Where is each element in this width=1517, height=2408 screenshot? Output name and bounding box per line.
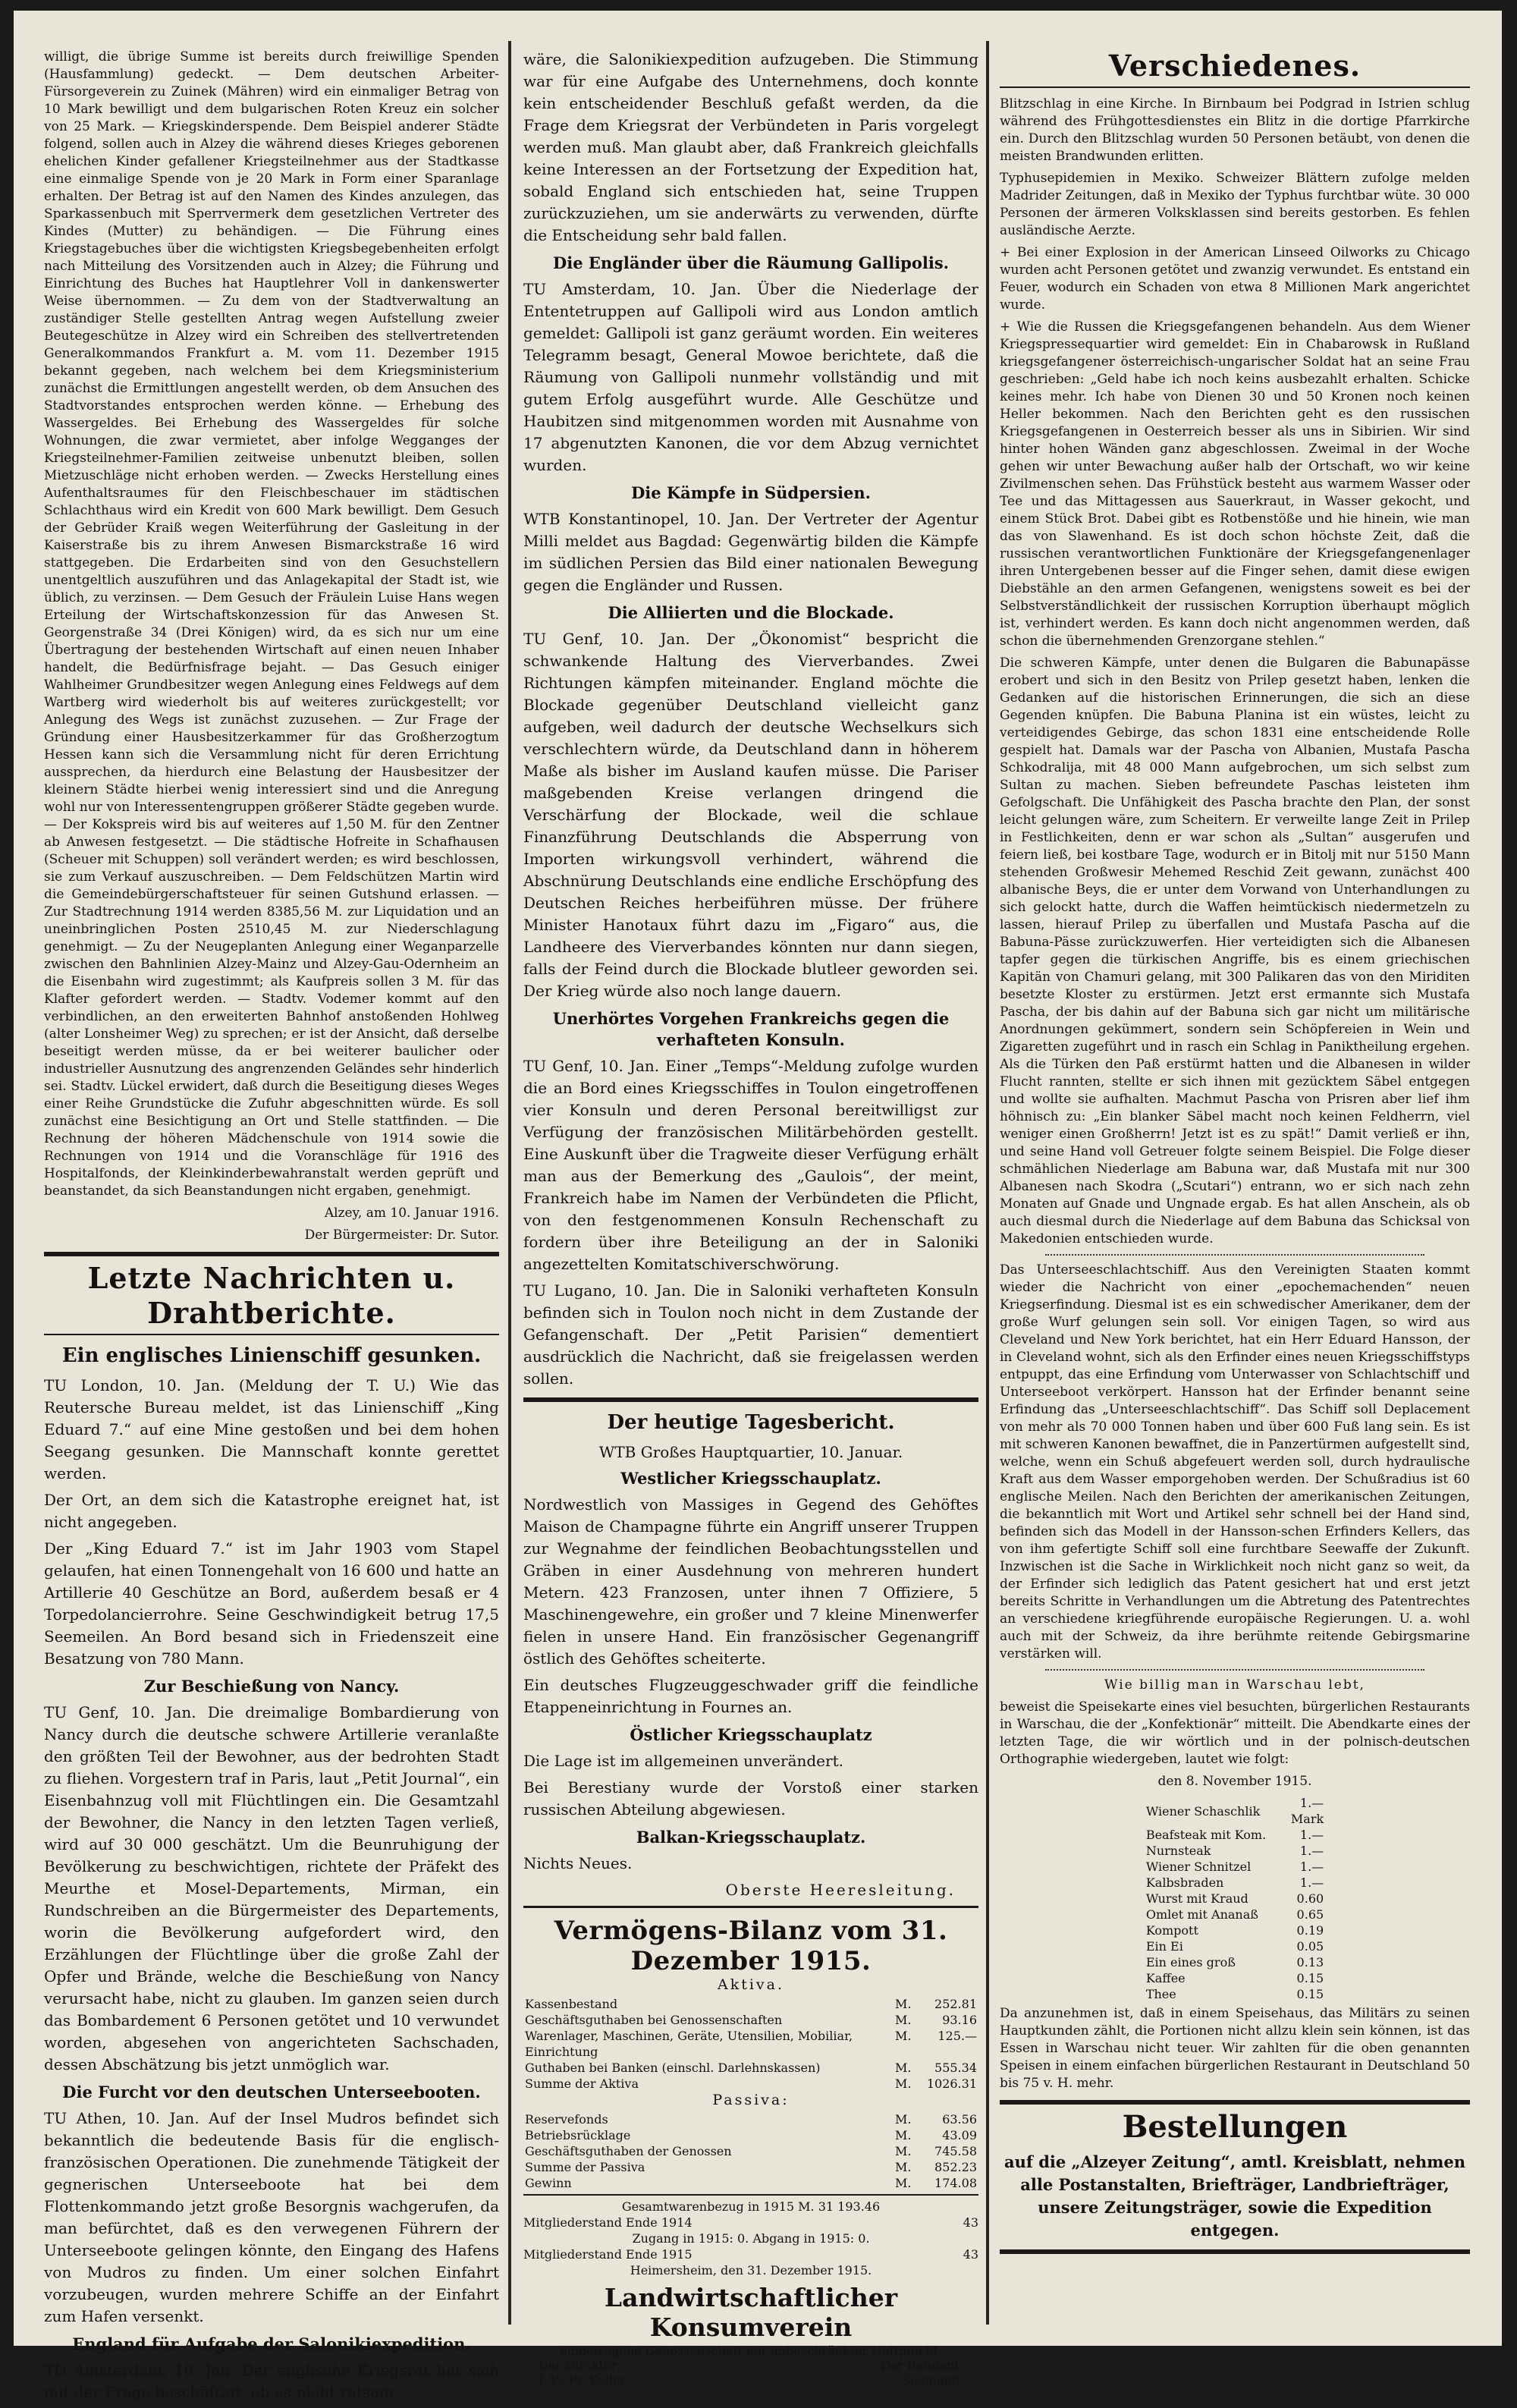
menu-item: Kalbsbraden	[1145, 1875, 1224, 1890]
balance-value: 1026.31	[926, 2076, 977, 2091]
article-text: Der „King Eduard 7.“ ist im Jahr 1903 vom Stapel gelaufen, hat einen Tonnengehalt von 16 600 und hatte an Artillerie 40 Geschütze an Bord, außerdem besaß er 4 Torpedolancierrohre. Seine Geschwindigkeit betrug 17,5 Seemeilen. An Bord besand sich in Friedenszeit eine Besatzung von 780 Mann.	[44, 1539, 499, 1668]
section-heading-news: Letzte Nachrichten u. Drahtberichte.	[87, 1261, 456, 1330]
treasurer-name: Seemann.	[902, 2373, 963, 2388]
article-text: TU Genf, 10. Jan. Die dreimalige Bombardierung von Nancy durch die deutsche schwere Artillerie veranlaßte den größten Teil der Bewohner, aus der bedrohten Stadt zu fliehen. Vorgestern traf in Paris, laut „Petit Journal“, ein Eisenbahnzug voll mit Flüchtlingen ein. Die Gesamtzahl der Bewohner, die Nancy in den letzten Tagen verließ, wird auf 30 000 geschätzt. Um die Beunruhigung der Bevölkerung zu beschwichtigen, richtete der Präfekt des Meurthe et Mosel-Departements, Mirman, ein Rundschreiben an die Bürgermeister des Departements, worin die Bevölkerung aufgefordert wird, den Erzählungen der Flüchtlinge über die große Zahl der Opfer und Brände, welche die Beschießung von Nancy verursacht habe, nicht zu glauben. Im ganzen seien durch das Bombardement 6 Personen getötet und 10 verwundet worden, abgesehen von angerichteten Sachschaden, dessen Abschätzung bis jetzt unmöglich war.	[44, 1703, 499, 2073]
balance-row	[523, 1996, 978, 2012]
article-text: Nordwestlich von Massiges in Gegend des Gehöftes Maison de Champagne führte ein Angriff unserer Truppen zur Wegnahme der feindlichen Beobachtungsstellen und Gräben in einer Ausdehnung von mehreren hundert Metern. 423 Franzosen, unter ihnen 7 Offiziere, 5 Maschinengewehre, ein großer und 7 kleine Minenwerfer fielen in unsere Hand. Ein französischer Gegenangriff östlich des Gehöftes scheiterte.	[523, 1495, 978, 1668]
balance-currency: M.	[895, 1997, 912, 2011]
headline-tagesbericht: Der heutige Tagesbericht.	[607, 1411, 895, 1434]
section-divider	[1000, 2100, 1470, 2105]
passiva-table	[523, 2111, 978, 2191]
balance-currency: M.	[895, 2176, 912, 2190]
menu-item: Beafsteak mit Kom.	[1145, 1828, 1267, 1842]
section-divider	[1045, 1254, 1424, 1256]
section-divider	[523, 1397, 978, 1402]
menu-price: 0.19	[1296, 1923, 1324, 1938]
members-label: Mitgliederstand Ende 1915	[523, 2247, 693, 2262]
article-text: TU Athen, 10. Jan. Auf der Insel Mudros befindet sich bekanntlich die bedeutende Basis für die englisch-französischen Operationen. Die zunehmende Tätigkeit der gegnerischen Unterseeboote hat bei dem Flottenkommando jetzt große Besorgnis wachgerufen, da man befürchtet, daß es den verwegenen Führern der Unterseeboote gelingen könnte, den Eingang des Hafens von Mudros zu finden. Um einer solchen Einfahrt vorzubeugen, wurden mehrere Schiffe an der Einfahrt zum Hafen versenkt.	[44, 2109, 499, 2325]
section-divider	[44, 1334, 499, 1335]
menu-row	[1140, 1970, 1330, 1986]
article-text: Das Unterseeschlachtschiff. Aus den Vereinigten Staaten kommt wieder die Nachricht von einer „epochemachenden“ neuen Kriegserfindung. Diesmal ist es ein schwedischer Amerikaner, dem der große Wurf gelungen sein soll. Vor einigen Tagen, so wird aus Cleveland und New York berichtet, hat ein Herr Eduard Hansson, der in Cleveland wohnt, sich als den Erfinder eines neuen Kriegsschiffstyps entpuppt, das eine Erfindung vom Unterwasser von Schlachtschiff und Unterseeboot verkörpert. Hansson hat der Erfinder benannt seine Erfindung das „Unterseeschlachtschiff“. Das Schiff soll Deplacement von mehr als 70 000 Tonnen haben und über 600 Fuß lang sein. Es ist mit schweren Kanonen bewaffnet, die in Panzertürmen aufgestellt sind, welche, wenn ein Schuß abgefeuert werden soll, durch hydraulische Kraft aus dem Wasser emporgehoben werden. Der Schußradius ist 60 englische Meilen. Nach den Berichten der amerikanischen Zeitungen, die bekanntlich mit Wort und Artikel sehr schnell bei der Hand sind, befinden sich das Modell in der Hansson-schen Erfinders Kellers, das von ihm gefertigte Schiff soll eine furchtbare Seewaffe der Zukunft. Inzwischen ist die Sache in Wirklichkeit noch nicht ganz so weit, da der Erfinder sich lediglich das Patent gesichert hat und erst jetzt bereits Schritte in Verhandlungen um die Abtretung des Patentrechtes an verschiedene kriegführende europäische Regierungen. U. a. wohl auch mit der Schweiz, da ihre berühmte reitende Gebirgsmarine verstärken will.	[1000, 1262, 1470, 1661]
section-divider	[1000, 86, 1470, 88]
column-rule	[986, 41, 989, 2325]
article-text: WTB Konstantinopel, 10. Jan. Der Vertreter der Agentur Milli meldet aus Bagdad: Gegenwärtig bilden die Kämpfe im südlichen Persien das Bild einer nationalen Bewegung gegen die Engländer und Russen.	[523, 510, 978, 594]
menu-row	[1140, 1922, 1330, 1938]
balance-row	[523, 2175, 978, 2191]
menu-price: 0.15	[1296, 1987, 1324, 2001]
subheading: Unerhörtes Vorgehen Frankreichs gegen die verhafteten Konsuln.	[552, 1009, 950, 1049]
balance-value: 852.23	[934, 2160, 977, 2174]
menu-row	[1140, 1843, 1330, 1859]
article-text: TU Genf, 10. Jan. Der „Ökonomist“ bespricht die schwankende Haltung des Vierverbandes. Zwei Richtungen kämpfen miteinander. England möchte die Blockade gegenüber Deutschland vielleicht ganz aufgeben, weil dadurch der deutsche Wechselkurs sich verschlechtern würde, da Deutschland dann in höherem Maße als bisher im Ausland kaufen müsse. Die Pariser maßgebenden Kreise verlangen dringend die Verschärfung der Blockade, weil die schlaue Finanzführung Deutschlands die Absperrung von Importen wirkungsvoll verhindert, während die Abschnürung Deutschlands eine endliche Erschöpfung des Deutschen Reiches herbeiführen müsse. Der frühere Minister Hanotaux führt dazu im „Figaro“ aus, die Landheere des Vierverbandes könnten nur dann siegen, falls der Feind durch die Blockade blutleer geworden sei. Der Krieg würde also noch lange dauern.	[523, 630, 978, 1000]
article-text: wäre, die Salonikiexpedition aufzugeben. Die Stimmung war für eine Aufgabe des Unternehmens, doch konnte kein entscheidender Beschluß gefaßt werden, da die Frage dem Kriegsrat der Verbündeten in Paris vorgelegt werden muß. Man glaubt aber, daß Frankreich gleichfalls keine Interessen an der Fortsetzung der Expedition hat, sobald England sich entschieden hat, seine Truppen zurückzuziehen, um sie anderwärts zu verwenden, dürfte die Entscheidung sehr bald fallen.	[523, 50, 978, 244]
report-intro: WTB Großes Hauptquartier, 10. Januar.	[598, 1443, 903, 1461]
menu-price: 0.15	[1296, 1971, 1324, 1985]
menu-row	[1140, 1907, 1330, 1922]
menu-row	[1140, 1954, 1330, 1970]
members-value: 43	[963, 2215, 978, 2230]
article-text: beweist die Speisekarte eines viel besuchten, bürgerlichen Restaurants in Warschau, die der „Konfektionär“ mitteilt. Die Abendkarte eines der letzten Tage, die wir wörtlich und in der polnisch-deutschen Orthographie wiedergeben, lautet wie folgt:	[1000, 1699, 1470, 1767]
section-divider	[1045, 1669, 1424, 1671]
subheading: Zur Beschießung von Nancy.	[143, 1677, 400, 1696]
newspaper-page	[14, 11, 1502, 2401]
mitglieder-start-row	[523, 2215, 978, 2230]
director-name: J. V.: Fr. Keller.	[539, 2373, 629, 2388]
balance-value: 252.81	[934, 1997, 977, 2011]
menu-price: 0.60	[1296, 1891, 1324, 1906]
article-text: TU Lugano, 10. Jan. Die in Saloniki verhafteten Konsuln befinden sich in Toulon noch nicht in dem Zustande der Gefangenschaft. Der „Petit Parisien“ dementiert ausdrücklich die Nachricht, daß sie freigelassen werden sollen.	[523, 1281, 978, 1388]
balance-currency: M.	[895, 2128, 912, 2142]
menu-price-table	[1140, 1795, 1330, 2002]
menu-price: 1.—	[1299, 1875, 1324, 1890]
balance-row	[523, 2028, 978, 2060]
members-value: 43	[963, 2247, 978, 2262]
zugang-abgang	[523, 2230, 978, 2246]
balance-label: Betriebsrücklage	[525, 2128, 631, 2142]
balance-currency: M.	[895, 2061, 912, 2075]
menu-item: Wiener Schnitzel	[1145, 1859, 1252, 1874]
balance-currency: M.	[895, 2112, 912, 2127]
balance-row	[523, 2076, 978, 2092]
balance-row	[523, 2012, 978, 2028]
balance-value: 43.09	[942, 2128, 977, 2142]
menu-item: Wurst mit Kraud	[1145, 1891, 1248, 1906]
article-text: TU Amsterdam, 10. Jan. Der englische Kriegsrat hat sich mit der Frage beschäftigt, ob es nicht ratsam	[44, 2361, 499, 2401]
menu-row	[1140, 1875, 1330, 1891]
mitglieder-end-row	[523, 2246, 978, 2262]
section-divider	[44, 1252, 499, 1256]
balance-label: Guthaben bei Banken (einschl. Darlehnskassen)	[525, 2061, 821, 2075]
balance-label: Geschäftsguthaben bei Genossenschaften	[525, 2013, 783, 2027]
menu-item: Nurnsteak	[1145, 1844, 1211, 1858]
menu-row	[1140, 1891, 1330, 1907]
menu-price: 0.65	[1296, 1907, 1324, 1922]
article-text: Nichts Neues.	[523, 1854, 633, 1872]
column-right	[1000, 49, 1470, 2259]
balance-place-date	[523, 2262, 978, 2278]
subheading: Balkan-Kriegsschauplatz.	[636, 1828, 866, 1847]
verein-subtitle: eingetragene Genossenschaft mit unbeschränkter Haftpflicht.	[560, 2344, 942, 2358]
article-text: Blitzschlag in eine Kirche. In Birnbaum bei Podgrad in Istrien schlug während des Frühgottesdienstes ein Blitz in die dortige Pfarrkirche ein. Durch den Blitzschlag wurden 50 Personen betäubt, von denen die meisten Brandwunden erlitten.	[1000, 96, 1470, 164]
treasurer-label: Der Rendant:	[881, 2358, 963, 2372]
menu-row	[1140, 1859, 1330, 1875]
article-text: TU Genf, 10. Jan. Einer „Temps“-Meldung zufolge wurden die an Bord eines Kriegsschiffes in Toulon eingetroffenen vier Konsuln und deren Personal bereitwilligst zur Verfügung der französischen Militärbehörden gestellt. Eine Auskunft über die Tragweite dieser Verfügung erhält man aus der Bemerkung des „Gaulois“, der meint, Frankreich habe im Namen der Verbündeten die Pflicht, von den festgenommenen Konsuln Rechenschaft zu fordern über ihre Beteiligung an der in Saloniki angezettelten Komitatschiverschwörung.	[523, 1057, 978, 1273]
menu-row	[1140, 1827, 1330, 1843]
balance-value: 555.34	[934, 2061, 977, 2075]
balance-title: Vermögens-Bilanz vom 31. Dezember 1915.	[554, 1916, 948, 1976]
balance-label: Reservefonds	[525, 2112, 608, 2127]
subheading: Die Alliierten und die Blockade.	[608, 603, 894, 622]
section-divider	[523, 2194, 978, 2196]
balance-place-date-text: Heimersheim, den 31. Dezember 1915.	[630, 2263, 872, 2278]
balance-label: Geschäftsguthaben der Genossen	[525, 2144, 732, 2158]
balance-currency: M.	[895, 2013, 912, 2027]
menu-date: den 8. November 1915.	[1157, 1774, 1312, 1789]
article-text: Da anzunehmen ist, daß in einem Speisehaus, das Militärs zu seinen Hauptkunden zählt, die Portionen nicht allzu klein sein können, ist das Essen in Warschau nicht teuer. Wir zahlten für die oben genannten Speisen in einem einfachen bürgerlichen Restaurant in Deutschland 50 bis 75 v. H. mehr.	[1000, 2006, 1470, 2091]
council-minutes-text: willigt, die übrige Summe ist bereits durch freiwillige Spenden (Hausfammlung) gedeckt. — Dem deutschen Arbeiter-Fürsorgeverein zu Zuinek (Mähren) wird ein einmaliger Betrag von 10 Mark bewilligt und dem bulgarischen Roten Kreuz ein solcher von 25 Mark. — Kriegskinderspende. Dem Beispiel anderer Städte folgend, sollen auch in Alzey die während dieses Krieges geborenen ehelichen Kinder gefallener Kriegsteilnehmer aus der Stadtkasse eine einmalige Spende von je 20 Mark in Form einer Sparanlage erhalten. Der Betrag ist auf den Namen des Kindes anzulegen, das Sparkassenbuch mit Sperrvermerk dem gesetzlichen Vertreter des Kindes (Mutter) zu behändigen. — Die Führung eines Kriegstagebuches über die wichtigsten Kriegsbegebenheiten erfolgt nach Mitteilung des Vorsitzenden auch in Alzey; die Führung und Einrichtung des Buches hat Hauptlehrer Voll in dankenswerter Weise übernommen. — Zu dem von der Stadtverwaltung an zuständiger Stelle gestellten Antrag wegen Aufstellung zweier Beutegeschütze in Alzey wird ein Schreiben des stellvertretenden Generalkommandos Frankfurt a. M. vom 11. Dezember 1915 bekannt gegeben, nach welchem bei dem Kriegsministerium zunächst die Ermittlungen angestellt werden, ob dem Ansuchen des Stadtvorstandes entsprochen werden könne. — Erhebung des Wassergeldes. Bei Erhebung des Wassergeldes für solche Wohnungen, die zwar vermietet, aber infolge Wegganges der Kriegsteilnehmer-Familien zeitweise unbenutzt bleiben, sollen Mietzuschläge nicht erhoben werden. — Zwecks Herstellung eines Aufenthaltsraumes für den Fleischbeschauer im städtischen Schlachthaus wird ein Kredit von 600 Mark bewilligt. Dem Gesuch der Gebrüder Kraiß wegen Weiterführung der Gasleitung in der Kaiserstraße bis zu ihrem Anwesen Bismarckstraße 16 wird stattgegeben. Die Erdarbeiten sind von den Gesuchstellern unentgeltlich auszuführen und das Anlagekapital der Stadt ist, wie üblich, zu verzinsen. — Dem Gesuch der Fräulein Luise Hans wegen Erteilung der Wirtschaftskonzession für das Anwesen St. Georgenstraße 34 (Drei Königen) wird, da es sich nur um eine Übertragung der bestehenden Wirtschaft auf einen neuen Inhaber handelt, die Bedürfnisfrage bejaht. — Das Gesuch einiger Wahlheimer Grundbesitzer wegen Anlegung eines Feldwegs auf dem Wartberg wird wiederholt bis auf weiteres zurückgestellt; vor Anlegung des Wegs ist zunächst zuzusehen. — Zur Frage der Gründung einer Hausbesitzerkammer für das Großherzogtum Hessen kann sich die Versammlung nicht für deren Errichtung aussprechen, da hierdurch eine Belastung der Hausbesitzer der kleinern Städte hierbei wenig interessiert sind und die Anregung wohl nur von Interessentengruppen größerer Städte gegeben wurde. — Der Kokspreis wird bis auf weiteres auf 1,50 M. für den Zentner ab Anwesen festgesetzt. — Die städtische Hofreite in Schafhausen (Scheuer mit Schuppen) soll verändert werden; es wird beschlossen, sie zum Verkauf auszuschreiben. — Dem Feldschützen Martin wird die Gemeindebürgerschaftsteuer für seinen Gutshund erlassen. — Zur Stadtrechnung 1914 werden 8385,56 M. zur Liquidation und an uneinbringlichen Posten 2510,45 M. zur Niederschlagung genehmigt. — Zu der Neugeplanten Anlegung einer Weganparzelle zwischen den Bahnlinien Alzey-Mainz und Alzey-Gau-Odernheim an die Eisenbahn wird zugestimmt; als Kaufpreis sollen 3 M. für das Klafter gefordert werden. — Stadtv. Vodemer kommt auf den verbindlichen, an den erweiterten Bahnhof anstoßenden Hohlweg (alter Lonsheimer Weg) zu sprechen; er ist der Ansicht, daß derselbe beseitigt werden müsse, da er bei weiterer baulicher oder industrieller Ausnutzung des angrenzenden Geländes sehr hinderlich sei. Stadtv. Lückel erwidert, daß durch die Beseitigung dieses Weges einer Reihe Grundstücke die Zufuhr abgeschnitten würde. Es soll zunächst eine Besichtigung an Ort und Stelle stattfinden. — Die Rechnung der höheren Mädchenschule von 1914 sowie die Rechnungen von 1914 und die Voranschläge für 1916 des Hospitalfonds, der Kleinkinderbewahranstalt werden geprüft und beanstandet, da sich Beanstandungen nicht ergaben, genehmigt.	[44, 49, 499, 1199]
menu-item: Ein eines groß	[1145, 1955, 1236, 1969]
menu-row	[1140, 1938, 1330, 1954]
members-label: Mitgliederstand Ende 1914	[523, 2215, 693, 2230]
verein-name: Landwirtschaftlicher Konsumverein	[604, 2283, 898, 2342]
balance-label: Summe der Aktiva	[525, 2076, 639, 2091]
director-label: Der Direktor:	[539, 2358, 621, 2372]
section-divider	[1000, 2249, 1470, 2254]
subheading: England für Aufgabe der Salonikiexpedition.	[72, 2334, 471, 2353]
balance-label: Summe der Passiva	[525, 2160, 645, 2174]
article-text: Der Ort, an dem sich die Katastrophe ereignet hat, ist nicht angegeben.	[44, 1491, 499, 1531]
heeresleitung-signature: Oberste Heeresleitung.	[725, 1881, 956, 1899]
column-left	[44, 49, 499, 2408]
aktiva-label: Aktiva.	[717, 1976, 785, 1993]
balance-currency: M.	[895, 2144, 912, 2158]
aktiva-table	[523, 1996, 978, 2092]
balance-row	[523, 2060, 978, 2076]
article-text: TU London, 10. Jan. (Meldung der T. U.) Wie das Reutersche Bureau meldet, ist das Linienschiff „King Eduard 7.“ auf eine Mine gestoßen und bei dem hohen Seegang gesunken. Die Mannschaft konnte gerettet werden.	[44, 1376, 499, 1482]
zugang-abgang-text: Zugang in 1915: 0. Abgang in 1915: 0.	[632, 2231, 870, 2246]
balance-value: 63.56	[942, 2112, 977, 2127]
article-text: Ein deutsches Flugzeuggeschwader griff die feindliche Etappeneinrichtung in Fournes an.	[523, 1676, 978, 1716]
balance-value: 745.58	[934, 2144, 977, 2158]
balance-label: Warenlager, Maschinen, Geräte, Utensilien, Mobiliar, Einrichtung	[525, 2029, 853, 2059]
menu-price: 1.— Mark	[1290, 1796, 1324, 1826]
balance-label: Kassenbestand	[525, 1997, 618, 2011]
subheading: Die Kämpfe in Südpersien.	[631, 483, 871, 502]
mayor-signature: Der Bürgermeister: Dr. Sutor.	[304, 1228, 499, 1243]
balance-currency: M.	[895, 2076, 912, 2091]
article-text: TU Amsterdam, 10. Jan. Über die Niederlage der Ententetruppen auf Gallipoli wird aus London amtlich gemeldet: Gallipoli ist ganz geräumt worden. Ein weiteres Telegramm besagt, General Mowoe berichtete, daß die Räumung von Gallipoli nunmehr vollständig und mit gutem Erfolg ausgeführt wurde. Alle Geschütze und Haubitzen sind mitgenommen worden mit Ausnahme von 17 abgenutzten Kanonen, die vor dem Abzug vernichtet wurden.	[523, 280, 978, 474]
subheading: Östlicher Kriegsschauplatz	[630, 1725, 872, 1744]
balance-row	[523, 2143, 978, 2159]
menu-row	[1140, 1986, 1330, 2002]
menu-row	[1140, 1795, 1330, 1827]
balance-value: 93.16	[942, 2013, 977, 2027]
menu-price: 1.—	[1299, 1828, 1324, 1842]
menu-item: Wiener Schaschlik	[1145, 1803, 1261, 1819]
article-text: Die schweren Kämpfe, unter denen die Bulgaren die Babunapässe erobert und sich in den Besitz von Prilep gesetzt haben, lenken die Gedanken auf die historischen Erinnerungen, die sich an diese Gegenden knüpfen. Die Babuna Planina ist ein wüstes, leicht zu verteidigendes Gebirge, das schon 1831 eine entscheidende Rolle gespielt hat. Damals war der Pascha von Albanien, Mustafa Pascha Schkodralija, mit 48 000 Mann aufgebrochen, um sich selbst zum Sultan zu machen. Sieben befreundete Paschas leisteten ihm Gefolgschaft. Die Unfähigkeit des Pascha brachte den Plan, der sonst leicht gelungen wäre, zum Scheitern. Er verweilte lange Zeit in Prilep in Festlichkeiten, denn er war schon als „Sultan“ ausgerufen und feiern ließ, bei kostbare Tage, wodurch er in Bitolj mit nur 5150 Mann stehenden Großwesir Mehemed Reschid Zeit gewann, zunächst 400 albanische Beys, die er unter dem Vorwand von Unterhandlungen zu sich gelockt hatte, durch die Waffen heimtückisch niedermetzeln zu lassen, hierauf Prilep zu überfallen und Mustafa Pascha auf die Babuna-Pässe zurückzuwerfen. Hier verteidigten sich die Albanesen tapfer gegen die türkischen Angriffe, bis es einem griechischen Kapitän von Chamuri gelang, mit 300 Palikaren das von den Miriditen besetzte Kloster zu erstürmen. Jetzt erst ermannte sich Mustafa Pascha, der bis dahin auf der Babuna sich gar nicht um militärische Anordnungen gekümmert, sondern sein Schöpfereien in Wein und Zigaretten zugeführt und in rasch ein Schlag in Paniktheilung ergehen. Als die Türken den Paß erstürmt hatten und die Albanesen in wilder Flucht rannten, stellte er sich ihnen mit gezücktem Säbel entgegen und wollte sie aufhalten. Machmut Pascha von Prisren aber lief ihm höhnisch zu: „Ein blanker Säbel macht noch keinen Feldherrn, viel weniger einen Großherrn! Jetzt ist es zu spät!“ Damit verließ er ihn, und seine Hand voll Getreuer folgte seinem Beispiel. Die Folge dieser schmählichen Niederlage am Babuna war, daß Mustafa mit nur 300 Albanesen nach Skodra („Scutari“) entrann, wo er sich nach zehn Monaten auf Gnade und Ungnade ergab. Es hat allen Anschein, als ob auch diesmal durch die Niederlage auf dem Babuna das Schicksal von Makedonien entschieden wurde.	[1000, 655, 1470, 1246]
subheading: Die Furcht vor den deutschen Unterseebooten.	[62, 2083, 481, 2101]
signatories-labels	[523, 2358, 978, 2373]
subscription-heading: Bestellungen	[1122, 2109, 1348, 2145]
article-text: + Wie die Russen die Kriegsgefangenen behandeln. Aus dem Wiener Kriegspressequartier wird gemeldet: Ein in Chabarowsk in Rußland kriegsgefangener österreichisch-ungarischer Soldat hat an seine Frau geschrieben: „Geld habe ich noch keins ausbezahlt erhalten. Schicke keines mehr. Ich habe von Dienen 30 und 50 Kronen noch keinen Heller bekommen. Nach den Berichten geht es den russischen Kriegsgefangenen in Oesterreich besser als uns in Sibirien. Wir sind hinter hohen Wänden ganz abgeschlossen. Zweimal in der Woche gehen wir unter Bewachung außer halb der Ortschaft, wo wir keine Zivilmenschen sehen. Das Frühstück besteht aus warmem Wasser oder Tee und das Mittagessen aus Sauerkraut, in Wasser gekocht, und einem Stück Brot. Dabei gibt es Rotbenstöße und hie hinein, wie man das von Slawenhand. Es ist doch schon höchste Zeit, daß die russischen verantwortlichen Funktionäre der Kriegsgefangenenlager ihren Untergebenen besser auf die Finger sehen, damit diese ewigen Diebstähle an den armen Gefangenen, wenigstens soweit es bei der Selbstverständlichkeit der russischen Korruption überhaupt möglich ist, verhindert werden. Es kann doch nicht angenommen werden, daß schon die übernehmenden Grenzorgane stehlen.“	[1000, 319, 1470, 649]
column-rule	[508, 41, 511, 2325]
article-text: Bei Berestiany wurde der Vorstoß einer starken russischen Abteilung abgewiesen.	[523, 1778, 978, 1819]
article-text: Typhusepidemien in Mexiko. Schweizer Blättern zufolge melden Madrider Zeitungen, daß in Mexiko der Typhus furchtbar wüte. 30 000 Personen der ärmeren Volksklassen sind bereits gestorben. Es fehlen ausländische Aerzte.	[1000, 171, 1470, 238]
menu-item: Thee	[1145, 1987, 1176, 2001]
balance-label: Gewinn	[525, 2176, 572, 2190]
balance-sheet	[523, 1906, 978, 2391]
menu-price: 0.13	[1296, 1955, 1324, 1969]
balance-row	[523, 2159, 978, 2175]
menu-item: Omlet mit Ananaß	[1145, 1907, 1258, 1922]
menu-price: 1.—	[1299, 1844, 1324, 1858]
headline-ship: Ein englisches Linienschiff gesunken.	[61, 1344, 482, 1367]
balance-value: 174.08	[934, 2176, 977, 2190]
passiva-label: Passiva:	[712, 2092, 790, 2108]
subheading: Westlicher Kriegsschauplatz.	[620, 1469, 881, 1488]
menu-price: 0.05	[1296, 1939, 1324, 1954]
balance-value: 125.—	[938, 2029, 977, 2043]
place-date: Alzey, am 10. Januar 1916.	[324, 1206, 499, 1221]
balance-row	[523, 2111, 978, 2127]
balance-currency: M.	[895, 2160, 912, 2174]
warschau-title: Wie billig man in Warschau lebt,	[1104, 1677, 1365, 1693]
column-middle	[523, 49, 978, 2391]
menu-item: Kaffee	[1145, 1971, 1186, 1985]
section-heading-verschiedenes: Verschiedenes.	[1108, 49, 1362, 83]
article-text: + Bei einer Explosion in der American Linseed Oilworks zu Chicago wurden acht Personen getötet und zwanzig verwundet. Es entstand ein Feuer, wodurch ein Schaden von etwa 8 Millionen Mark angerichtet wurde.	[1000, 245, 1470, 313]
subscription-text: auf die „Alzeyer Zeitung“, amtl. Kreisblatt, nehmen alle Postanstalten, Briefträger, Landbriefträger, unsere Zeitungsträger, sowie die Expedition entgegen.	[1003, 2152, 1466, 2240]
menu-item: Ein Ei	[1145, 1939, 1183, 1954]
subheading: Die Engländer über die Räumung Gallipolis.	[553, 253, 949, 272]
balance-row	[523, 2127, 978, 2143]
warenbezug-text: Gesamtwarenbezug in 1915 M. 31 193.46	[621, 2199, 881, 2214]
menu-price: 1.—	[1299, 1859, 1324, 1874]
warenbezug	[523, 2199, 978, 2215]
article-text: Die Lage ist im allgemeinen unverändert.	[523, 1752, 843, 1770]
balance-currency: M.	[895, 2029, 912, 2043]
menu-item: Kompott	[1145, 1923, 1198, 1938]
signatories-names	[523, 2373, 978, 2388]
